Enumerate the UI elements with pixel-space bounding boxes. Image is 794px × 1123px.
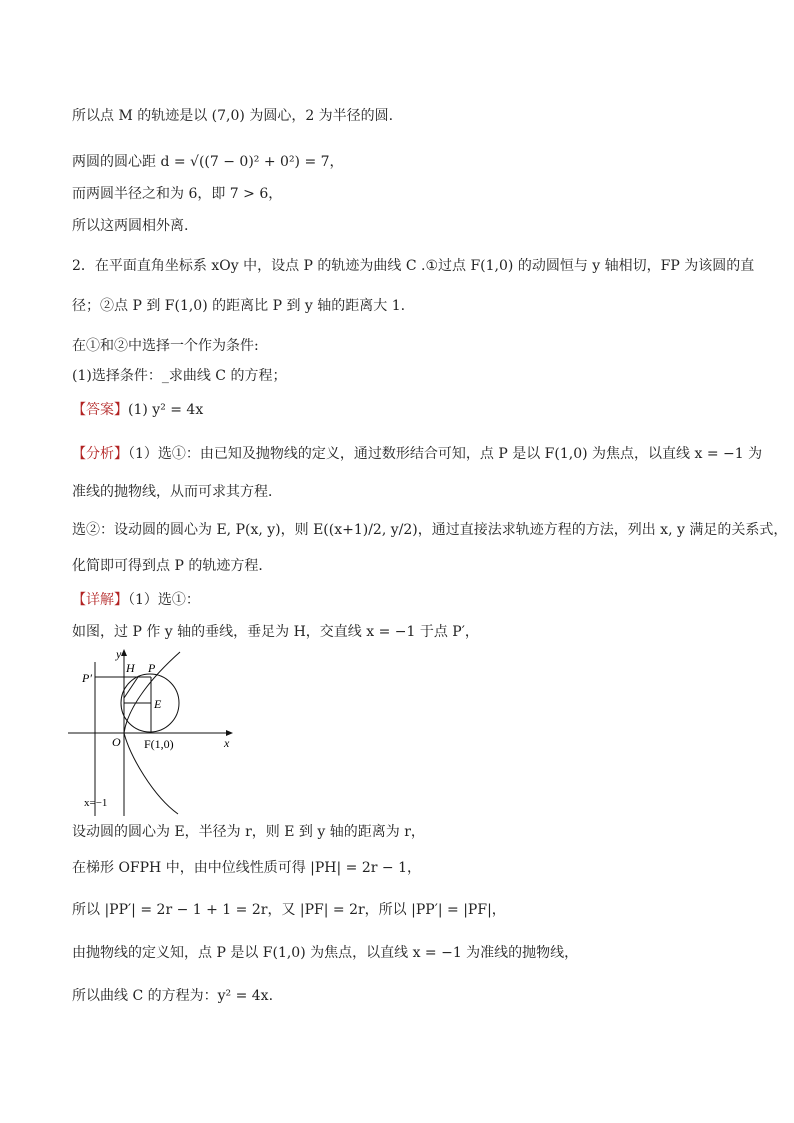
- detail-figure-desc: 如图，过 P 作 y 轴的垂线，垂足为 H，交直线 x = −1 于点 P′，: [72, 624, 479, 640]
- line-1: 所以点 M 的轨迹是以 (7,0) 为圆心，2 为半径的圆.: [72, 108, 394, 124]
- analysis-line: [72, 444, 762, 464]
- analysis-option-2: 选②：设动圆的圆心为 E, P(x, y)，则 E((x+1)/2, y/2)，通过直接法求轨迹方程的方法，列出 x, y 满足的关系式，: [72, 522, 788, 538]
- line-4: 所以这两圆相外离.: [72, 218, 189, 234]
- label-o: O: [112, 735, 121, 749]
- analysis-conclusion: 化简即可得到点 P 的轨迹方程．: [72, 558, 273, 574]
- analysis-tag: 【分析】: [72, 446, 128, 462]
- detail-result: 所以曲线 C 的方程为：y² = 4x.: [72, 988, 274, 1004]
- label-directrix: x=−1: [84, 797, 108, 809]
- answer-tag: 【答案】: [72, 402, 128, 418]
- label-f: F(1,0): [144, 737, 174, 751]
- label-p-prime: P′: [82, 671, 92, 685]
- detail-equal-distances: 所以 |PP′| = 2r − 1 + 1 = 2r，又 |PF| = 2r，所以 |PP′| = |PF|，: [72, 902, 506, 918]
- question-2: 2．在平面直角坐标系 xOy 中，设点 P 的轨迹为曲线 C .①过点 F(1,0) 的动圆恒与 y 轴相切，FP 为该圆的直: [72, 258, 755, 274]
- line-2: 两圆的圆心距 d = √((7 − 0)² + 0²) = 7，: [72, 154, 344, 170]
- detail-line: [72, 590, 200, 610]
- line-3: 而两圆半径之和为 6，即 7 > 6，: [72, 186, 283, 202]
- geometry-figure: [68, 646, 248, 818]
- label-y: y: [116, 647, 122, 661]
- analysis-body: （1）选①：由已知及抛物线的定义，通过数形结合可知，点 P 是以 F(1,0) 为焦点，以直线 x = −1 为: [128, 446, 763, 462]
- label-x: x: [224, 736, 230, 750]
- subquestion-1: (1)选择条件：_求曲线 C 的方程；: [72, 368, 287, 384]
- y-axis-arrow: [121, 649, 127, 656]
- label-h: H: [126, 661, 135, 675]
- question-2-cont: 径；②点 P 到 F(1,0) 的距离比 P 到 y 轴的距离大 1.: [72, 298, 406, 314]
- analysis-cont: 准线的抛物线，从而可求其方程．: [72, 484, 282, 500]
- detail-definition: 由抛物线的定义知，点 P 是以 F(1,0) 为焦点，以直线 x = −1 为准线的抛物线，: [72, 945, 579, 961]
- label-e: E: [154, 697, 162, 711]
- label-p: P: [148, 661, 156, 675]
- answer-line: [72, 400, 203, 420]
- detail-trapezoid: 在梯形 OFPH 中，由中位线性质可得 |PH| = 2r − 1，: [72, 860, 422, 876]
- detail-center-radius: 设动圆的圆心为 E，半径为 r，则 E 到 y 轴的距离为 r，: [72, 824, 425, 840]
- detail-tag: 【详解】: [72, 592, 128, 608]
- choose-condition: 在①和②中选择一个作为条件:: [72, 338, 259, 354]
- answer-body: (1) y² = 4x: [128, 402, 204, 418]
- detail-body: （1）选①：: [128, 592, 200, 608]
- tangent-hint: [124, 677, 138, 698]
